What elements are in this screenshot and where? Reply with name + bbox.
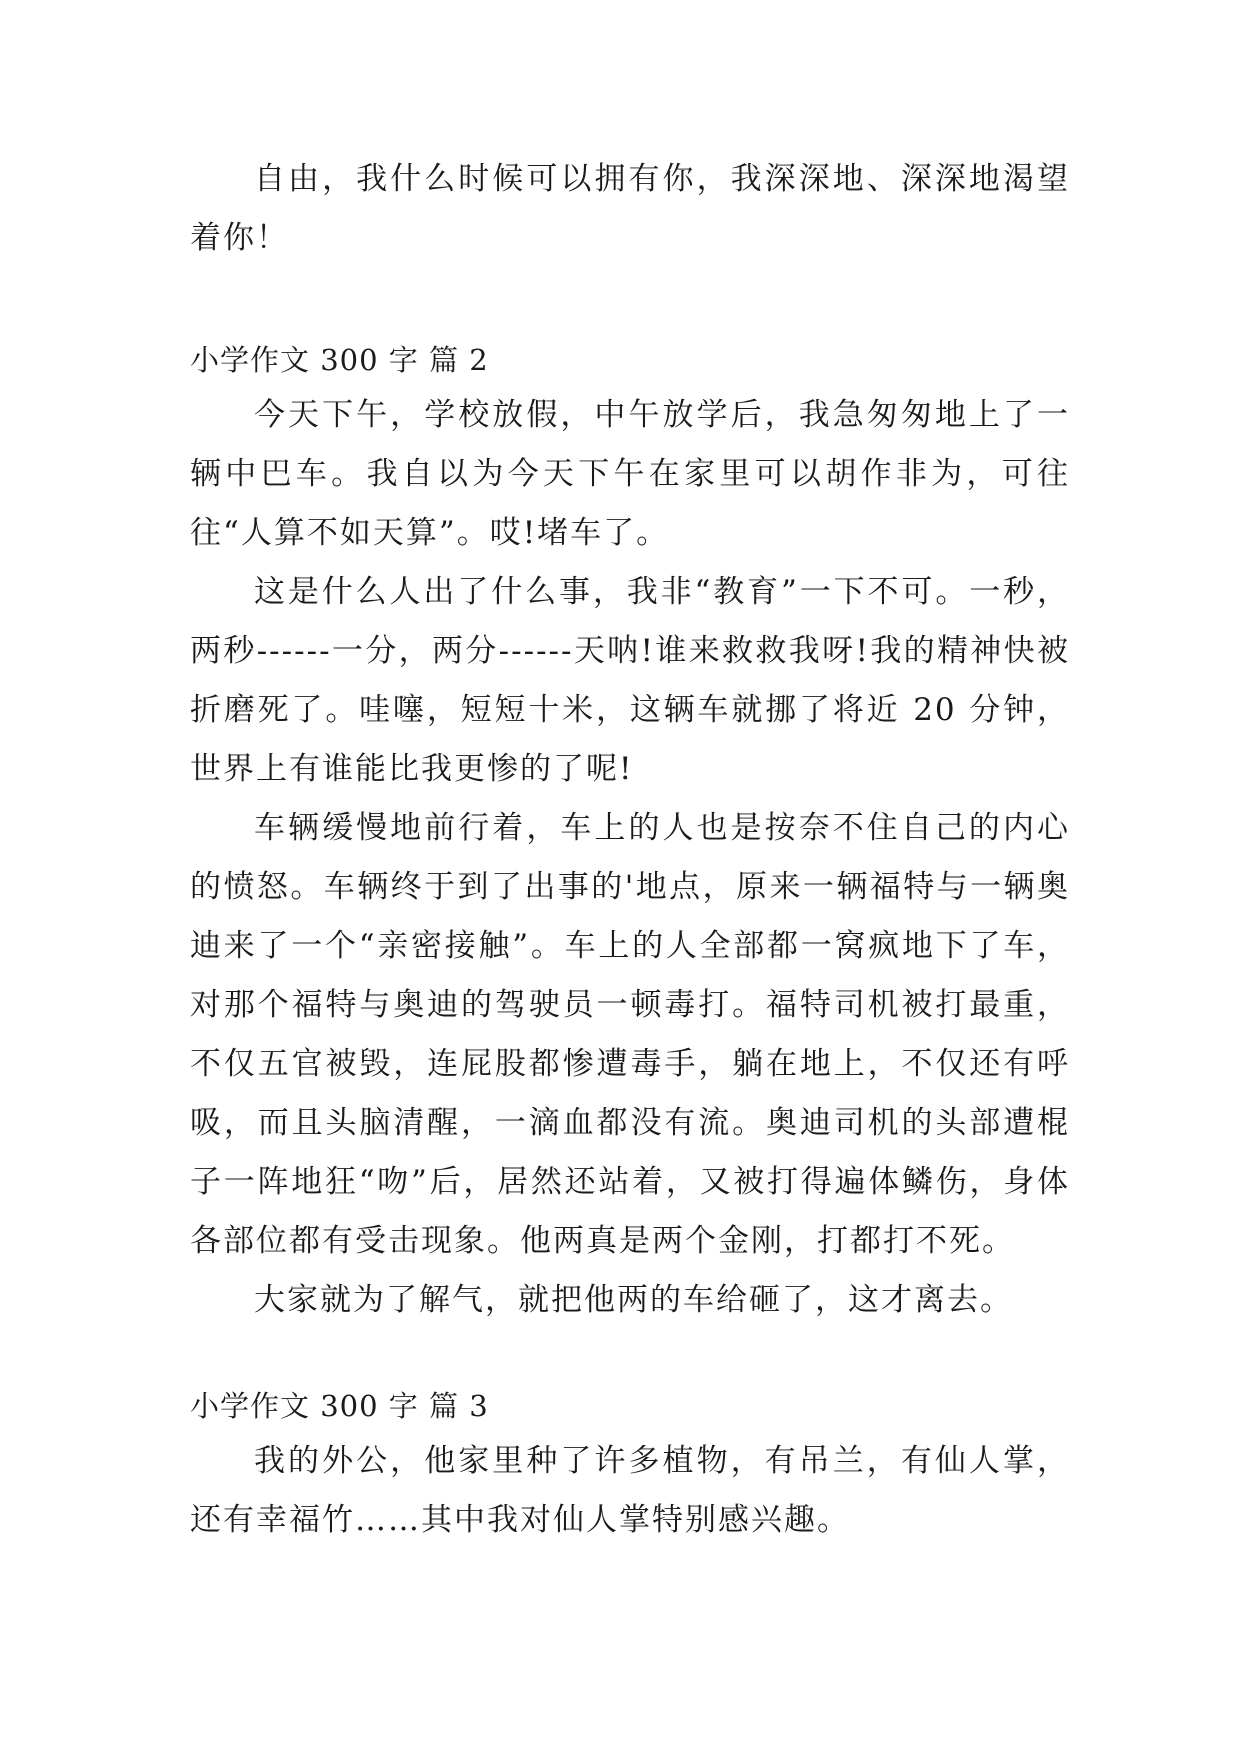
section-3-heading: 小学作文 300 字 篇 3 — [190, 1389, 489, 1423]
section-2-paragraph-4: 大家就为了解气，就把他两的车给砸了，这才离去。 — [254, 1282, 1013, 1318]
section-2-paragraph-1: 今天下午，学校放假，中午放学后，我急匆匆地上了一辆中巴车。我自以为今天下午在家里可以胡作非为，可往往“人算不如天算”。哎!堵车了。 — [190, 397, 1070, 551]
section-2-heading: 小学作文 300 字 篇 2 — [190, 343, 489, 377]
section-3-paragraph-1: 我的外公，他家里种了许多植物，有吊兰，有仙人掌，还有幸福竹……其中我对仙人掌特别感兴趣。 — [190, 1443, 1070, 1538]
section-2-paragraph-2: 这是什么人出了什么事，我非“教育”一下不可。一秒，两秒------一分，两分------天呐!谁来救救我呀!我的精神快被折磨死了。哇噻，短短十米，这辆车就挪了将近 20 分钟，世界上有谁能比我更惨的了呢! — [190, 574, 1070, 787]
section-2-paragraph-3: 车辆缓慢地前行着，车上的人也是按奈不住自己的内心的愤怒。车辆终于到了出事的'地点，原来一辆福特与一辆奥迪来了一个“亲密接触”。车上的人全部都一窝疯地下了车，对那个福特与奥迪的驾驶员一顿毒打。福特司机被打最重，不仅五官被毁，连屁股都惨遭毒手，躺在地上，不仅还有呼吸，而且头脑清醒，一滴血都没有流。奥迪司机的头部遭棍子一阵地狂“吻”后，居然还站着，又被打得遍体鳞伤，身体各部位都有受击现象。他两真是两个金刚，打都打不死。 — [190, 810, 1070, 1259]
paragraph-freedom: 自由，我什么时候可以拥有你，我深深地、深深地渴望着你！ — [190, 161, 1070, 256]
